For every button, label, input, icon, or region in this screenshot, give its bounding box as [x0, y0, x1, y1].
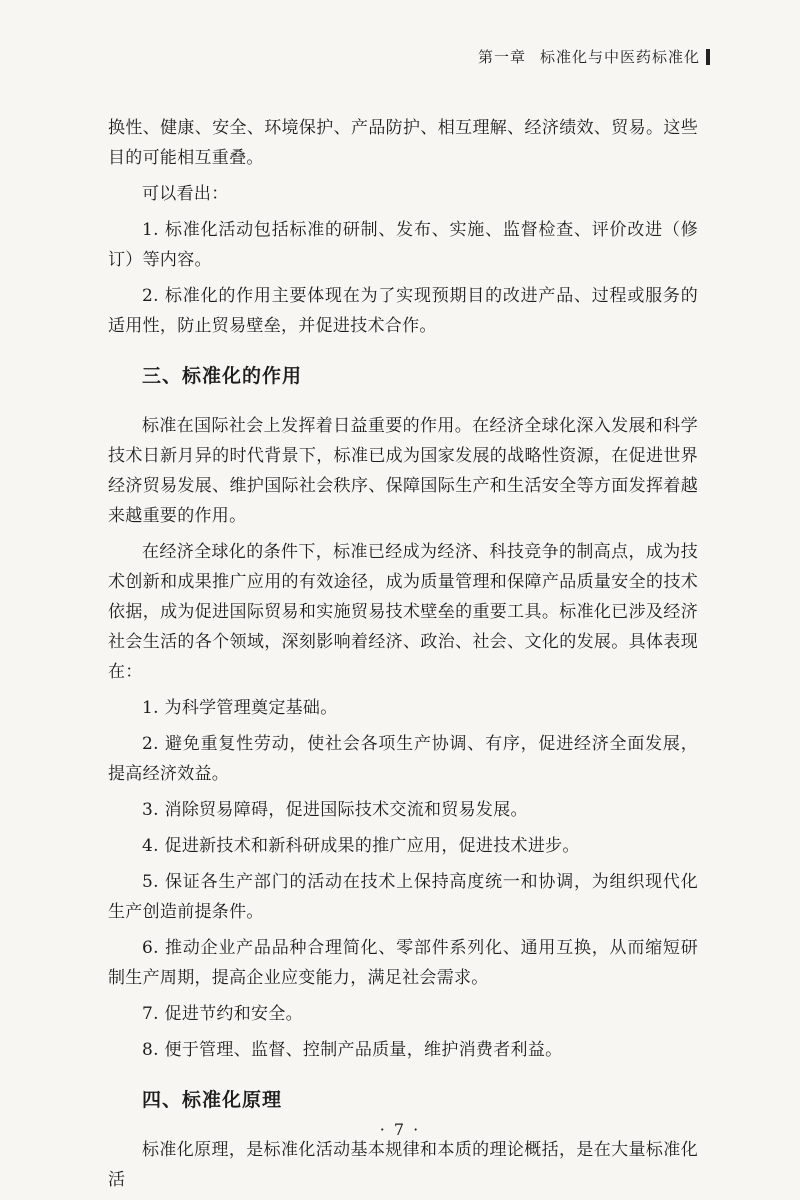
header-marker-bar [706, 49, 710, 65]
paragraph: 7. 促进节约和安全。 [142, 1004, 303, 1024]
paragraph: 标准化原理，是标准化活动基本规律和本质的理论概括，是在大量标准化活 [108, 1140, 698, 1190]
chapter-label: 第一章 [477, 48, 526, 66]
paragraph: 2. 避免重复性劳动，使社会各项生产协调、有序，促进经济全面发展，提高经济效益。 [108, 734, 698, 784]
running-header [478, 46, 700, 67]
paragraph: 1. 为科学管理奠定基础。 [142, 698, 338, 718]
paragraph: 4. 促进新技术和新科研成果的推广应用，促进技术进步。 [142, 836, 580, 856]
section-heading: 三、标准化的作用 [142, 365, 303, 387]
page-number: · 7 · [379, 1120, 421, 1139]
paragraph: 可以看出： [142, 184, 229, 204]
paragraph: 换性、健康、安全、环境保护、产品防护、相互理解、经济绩效、贸易。这些目的可能相互重叠。 [108, 118, 698, 168]
section-heading: 四、标准化原理 [142, 1089, 283, 1111]
body-text [108, 113, 698, 1195]
paragraph: 在经济全球化的条件下，标准已经成为经济、科技竞争的制高点，成为技术创新和成果推广应用的有效途径，成为质量管理和保障产品质量安全的技术依据，成为促进国际贸易和实施贸易技术壁垒的重要工具。标准化已涉及经济社会生活的各个领域，深刻影响着经济、政治、社会、文化的发展。具体表现在： [108, 542, 698, 682]
paragraph: 5. 保证各生产部门的活动在技术上保持高度统一和协调，为组织现代化生产创造前提条件。 [108, 872, 698, 922]
chapter-title: 标准化与中医药标准化 [539, 48, 700, 66]
paragraph: 2. 标准化的作用主要体现在为了实现预期目的改进产品、过程或服务的适用性，防止贸易壁垒，并促进技术合作。 [108, 286, 698, 336]
paragraph: 8. 便于管理、监督、控制产品质量，维护消费者利益。 [142, 1040, 563, 1060]
paragraph: 6. 推动企业产品品种合理简化、零部件系列化、通用互换，从而缩短研制生产周期，提高企业应变能力，满足社会需求。 [108, 938, 698, 988]
paragraph: 1. 标准化活动包括标准的研制、发布、实施、监督检查、评价改进（修订）等内容。 [108, 220, 698, 270]
paragraph: 标准在国际社会上发挥着日益重要的作用。在经济全球化深入发展和科学技术日新月异的时代背景下，标准已成为国家发展的战略性资源，在促进世界经济贸易发展、维护国际社会秩序、保障国际生产和生活安全等方面发挥着越来越重要的作用。 [108, 416, 698, 526]
paragraph: 3. 消除贸易障碍，促进国际技术交流和贸易发展。 [142, 800, 528, 820]
